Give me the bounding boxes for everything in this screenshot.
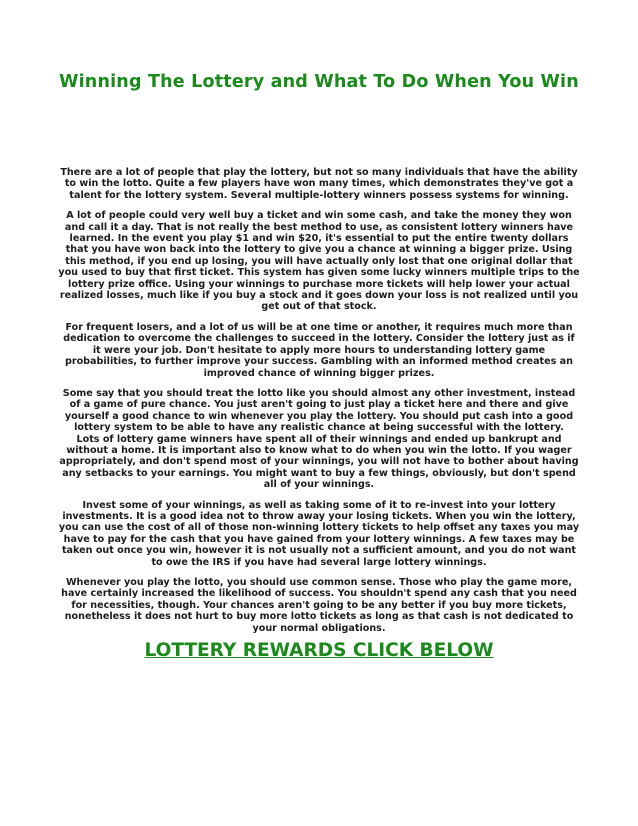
paragraph-reinvest-winnings: A lot of people could very well buy a ticket and win some cash, and take the money they won and call it a day. That is not really the best method to use, as consistent lottery winners have learned. In the event you play $1 and win $20, it's essential to put the entire twenty dollars that you have won back into the lottery to give you a chance at winning a bigger prize. Using this method, if you end up losing, you will have actually only lost that one original dollar that you used to buy that first ticket. This system has given some lucky winners multiple trips to the lottery prize office. Using your winnings to purchase more tickets will help lower your actual realized losses, much like if you buy a stock and it goes down your loss is not realized until you get out of that stock.: [58, 210, 580, 313]
paragraph-spending-winnings: Lots of lottery game winners have spent all of their winnings and ended up bankrupt and without a home. It is important also to know what to do when you win the lotto. If you wager appropriately, and don't spend most of your winnings, you will not have to bother about having any setbacks to your earnings. You might want to buy a few things, obviously, but don't spend all of your winnings.: [59, 433, 579, 491]
document-title: Winning The Lottery and What To Do When You Win: [59, 72, 579, 92]
paragraph-common-sense: Whenever you play the lotto, you should use common sense. Those who play the game more, have certainly increased the likelihood of success. You shouldn't spend any cash that you need for necessities, though. Your chances aren't going to be any better if you buy more tickets, nonetheless it does not hurt to buy more lotto tickets as long as that cash is not dedicated to your normal obligations.: [61, 577, 577, 634]
paragraph-taxes: Invest some of your winnings, as well as taking some of it to re-invest into your lottery investments. It is a good idea not to throw away your losing tickets. When you win the lottery, you can use the cost of all of those non-winning lottery tickets to help offset any taxes you may have to pay for the cash that you have gained from your lottery winnings. A few taxes may be taken out once you win, however it is not usually not a sufficient amount, and you do not want to owe the IRS if you have had several large lottery winnings.: [58, 499, 580, 568]
document-body: [58, 167, 580, 643]
paragraph-frequent-losers: For frequent losers, and a lot of us will be at one time or another, it requires much more than dedication to overcome the challenges to succeed in the lottery. Consider the lottery just as if it were your job. Don't hesitate to apply more hours to understanding lottery game probabilities, to further improve your success. Gambling with an informed method creates an improved chance of winning bigger prizes.: [63, 321, 575, 379]
paragraph-investment-approach: Some say that you should treat the lotto like you should almost any other investment, instead of a game of pure chance. You just aren't going to just play a ticket here and there and give yourself a good chance to win whenever you play the lottery. You should put cash into a good lottery system to be able to have any realistic chance at being successful with the lottery.: [62, 387, 576, 434]
paragraph-intro: There are a lot of people that play the lottery, but not so many individuals that have the ability to win the lotto. Quite a few players have won many times, which demonstrates they've got a talent for the lottery system. Several multiple-lottery winners possess systems for winning.: [60, 167, 578, 201]
lottery-rewards-link[interactable]: LOTTERY REWARDS CLICK BELOW: [144, 640, 494, 661]
